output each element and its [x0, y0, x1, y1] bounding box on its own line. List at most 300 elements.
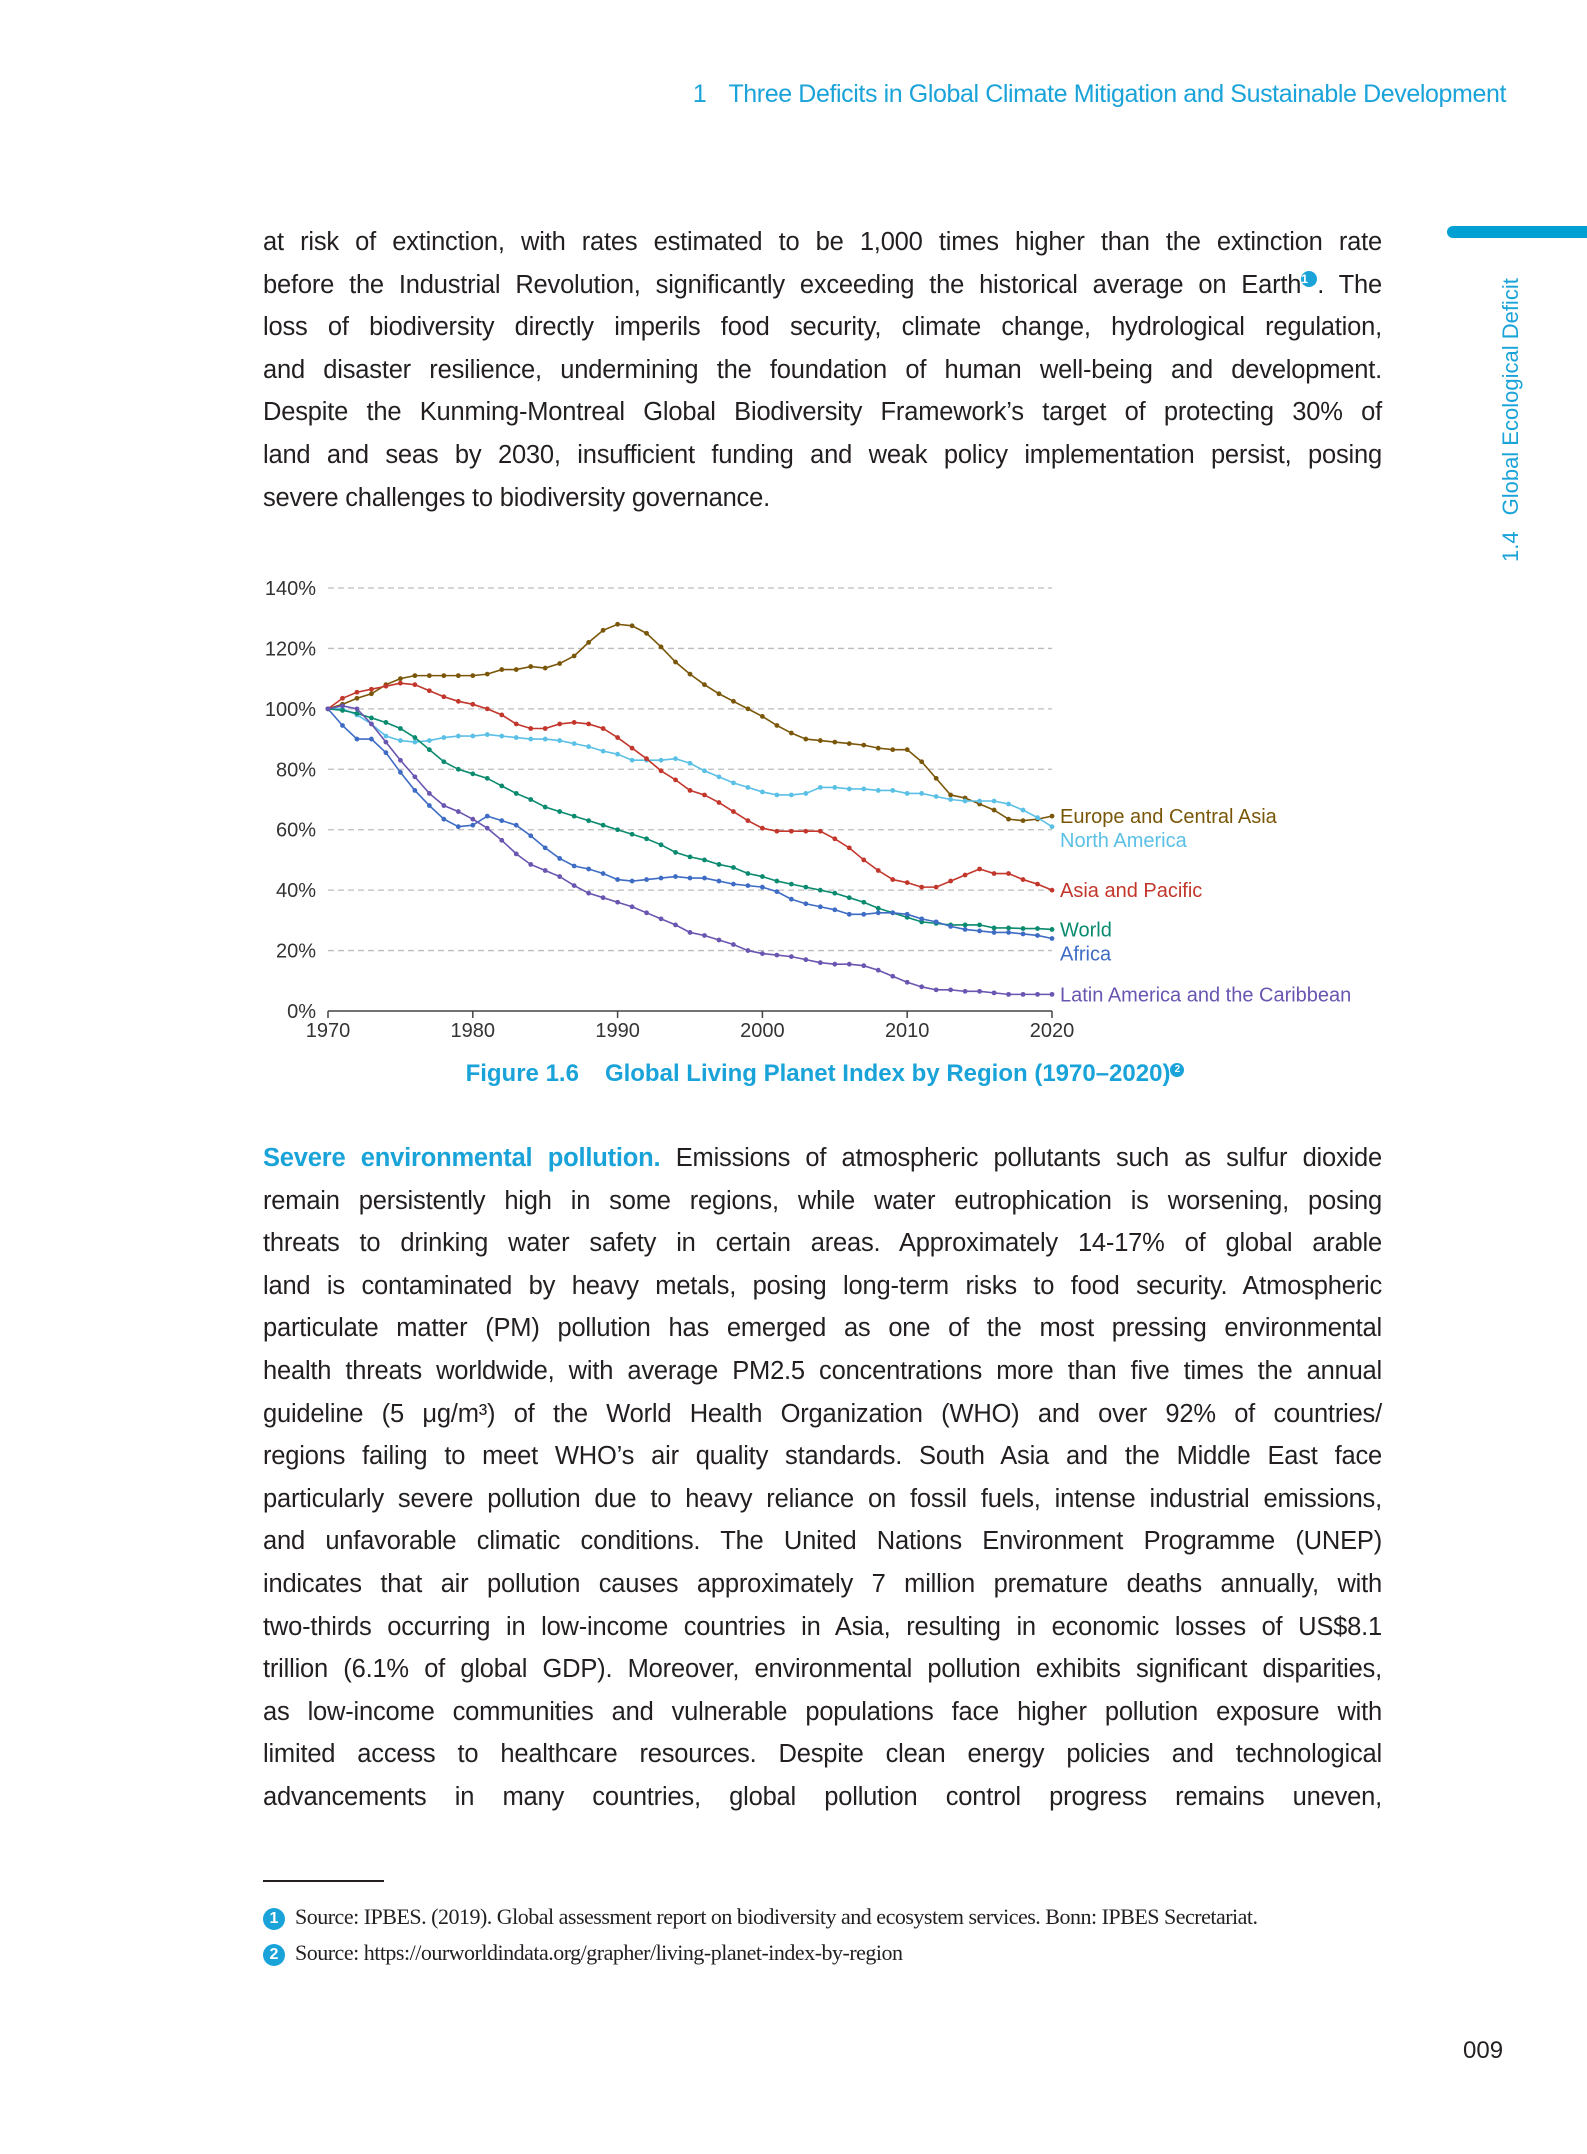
data-point [659, 758, 664, 763]
data-point [543, 845, 548, 850]
data-point [441, 735, 446, 740]
data-point [601, 726, 606, 731]
data-point [847, 912, 852, 917]
text-line: and unfavorable climatic conditions. The United Nations Environment Programme (UNEP) [263, 1527, 1382, 1556]
data-point [572, 814, 577, 819]
data-point [572, 883, 577, 888]
data-point [861, 858, 866, 863]
data-point [992, 930, 997, 935]
data-point [717, 862, 722, 867]
data-point [876, 910, 881, 915]
data-point [499, 784, 504, 789]
data-point [746, 871, 751, 876]
data-point [543, 726, 548, 731]
data-point [832, 891, 837, 896]
data-point [803, 901, 808, 906]
data-point [702, 876, 707, 881]
data-point [355, 737, 360, 742]
data-point [369, 716, 374, 721]
data-point [441, 803, 446, 808]
data-point [615, 827, 620, 832]
data-point [630, 758, 635, 763]
data-point [528, 862, 533, 867]
data-point [369, 737, 374, 742]
data-point [572, 741, 577, 746]
data-point [803, 829, 808, 834]
series-line [328, 709, 1052, 827]
series-label: Europe and Central Asia [1060, 806, 1277, 829]
data-point [1006, 871, 1011, 876]
y-tick-label: 80% [275, 759, 316, 782]
data-point [774, 829, 779, 834]
text-line: particulate matter (PM) pollution has emerged as one of the most pressing environmental [263, 1314, 1382, 1343]
data-point [412, 788, 417, 793]
data-point [644, 910, 649, 915]
data-point [557, 874, 562, 879]
data-point [1021, 926, 1026, 931]
page-number: 009 [1463, 2037, 1504, 2064]
data-point [441, 673, 446, 678]
data-point [746, 818, 751, 823]
data-point [760, 874, 765, 879]
data-point [470, 823, 475, 828]
data-point [760, 885, 765, 890]
data-point [586, 640, 591, 645]
data-point [644, 756, 649, 761]
text-line: as low-income communities and vulnerable populations face higher pollution exposure with [263, 1697, 1382, 1726]
data-point [485, 732, 490, 737]
data-point [470, 817, 475, 822]
data-point [847, 845, 852, 850]
data-point [456, 824, 461, 829]
data-point [456, 699, 461, 704]
data-point [601, 749, 606, 754]
data-point [963, 873, 968, 878]
data-point [398, 758, 403, 763]
data-point [572, 720, 577, 725]
series-label: North America [1060, 830, 1187, 853]
series-north-america [326, 706, 1188, 852]
text-line: threats to drinking water safety in certain areas. Approximately 14-17% of global arable [263, 1229, 1382, 1258]
data-point [499, 818, 504, 823]
data-point [427, 747, 432, 752]
x-tick-label: 1990 [595, 1020, 640, 1042]
data-point [702, 858, 707, 863]
data-point [586, 867, 591, 872]
data-point [514, 667, 519, 672]
data-point [992, 808, 997, 813]
data-point [485, 672, 490, 677]
figure-number: Figure 1.6 [465, 1060, 579, 1087]
data-point [890, 877, 895, 882]
data-point [384, 720, 389, 725]
data-point [1006, 992, 1011, 997]
data-point [905, 880, 910, 885]
data-point [1050, 824, 1055, 829]
text-line: two-thirds occurring in low-income countries in Asia, resulting in economic losses of US$8.1 [263, 1612, 1382, 1641]
data-point [717, 774, 722, 779]
data-point [557, 661, 562, 666]
data-point [644, 877, 649, 882]
data-point [1021, 992, 1026, 997]
data-point [702, 682, 707, 687]
data-point [427, 738, 432, 743]
data-point [398, 726, 403, 731]
data-point [398, 738, 403, 743]
data-point [1035, 926, 1040, 931]
paragraph-lead: Severe environmental pollution. [263, 1144, 661, 1172]
data-point [977, 929, 982, 934]
data-point [557, 809, 562, 814]
data-point [746, 785, 751, 790]
x-tick-label: 2010 [884, 1020, 930, 1042]
data-point [847, 962, 852, 967]
data-point [384, 750, 389, 755]
text-line: particularly severe pollution due to heavy reliance on fossil fuels, intense industrial emissions, [263, 1484, 1382, 1513]
figure-caption [0, 1060, 1587, 1088]
data-point [934, 987, 939, 992]
data-point [572, 864, 577, 869]
data-point [746, 883, 751, 888]
data-point [688, 672, 693, 677]
data-point [934, 776, 939, 781]
data-point [499, 667, 504, 672]
series-latin-america-and-the-caribbean [326, 703, 1352, 1006]
x-tick-label: 1980 [450, 1020, 496, 1042]
footnote-2 [263, 1940, 903, 1966]
data-point [398, 770, 403, 775]
data-point [905, 912, 910, 917]
series-line [328, 709, 1052, 939]
data-point [803, 885, 808, 890]
footnote-badge: 1 [263, 1908, 285, 1930]
source-link[interactable]: Source: https://ourworldindata.org/grapher/living-planet-index-by-region [295, 1940, 903, 1965]
data-point [774, 879, 779, 884]
data-point [818, 960, 823, 965]
data-point [688, 876, 693, 881]
data-point [948, 793, 953, 798]
data-point [543, 868, 548, 873]
data-point [659, 842, 664, 847]
data-point [731, 699, 736, 704]
text-line: guideline (5 μg/m³) of the World Health Organization (WHO) and over 92% of countries/ [263, 1399, 1382, 1428]
x-tick-label: 2020 [1029, 1020, 1075, 1042]
data-point [876, 906, 881, 911]
data-point [601, 823, 606, 828]
data-point [630, 832, 635, 837]
data-point [760, 951, 765, 956]
data-point [528, 726, 533, 731]
data-point [615, 752, 620, 757]
data-point [470, 673, 475, 678]
data-point [1035, 882, 1040, 887]
chapter-title: Three Deficits in Global Climate Mitigation and Sustainable Development [728, 80, 1506, 108]
y-tick-label: 120% [264, 638, 316, 661]
data-point [818, 904, 823, 909]
data-point [340, 723, 345, 728]
living-planet-index-chart [250, 560, 1450, 1060]
data-point [340, 696, 345, 701]
data-point [528, 833, 533, 838]
data-point [731, 780, 736, 785]
data-point [1006, 817, 1011, 822]
data-point [557, 722, 562, 727]
data-point [1035, 815, 1040, 820]
data-point [963, 989, 968, 994]
data-point [992, 990, 997, 995]
data-point [789, 897, 794, 902]
data-point [630, 746, 635, 751]
x-tick-label: 2000 [740, 1020, 785, 1042]
data-point [384, 734, 389, 739]
data-point [586, 744, 591, 749]
data-point [832, 907, 837, 912]
data-point [427, 688, 432, 693]
data-point [673, 756, 678, 761]
footnote-ref-2[interactable]: 2 [1170, 1063, 1184, 1077]
data-point [789, 829, 794, 834]
data-point [630, 879, 635, 884]
data-point [731, 882, 736, 887]
data-point [1050, 888, 1055, 893]
data-point [963, 799, 968, 804]
series-label: Africa [1060, 943, 1112, 966]
data-point [861, 963, 866, 968]
data-point [861, 743, 866, 748]
footnote-ref-1[interactable]: 1 [1301, 271, 1317, 287]
data-point [586, 818, 591, 823]
data-point [818, 829, 823, 834]
data-point [615, 877, 620, 882]
data-point [948, 924, 953, 929]
data-point [832, 836, 837, 841]
y-tick-label: 60% [275, 819, 316, 842]
data-point [485, 706, 490, 711]
data-point [890, 788, 895, 793]
data-point [789, 954, 794, 959]
data-point [847, 895, 852, 900]
data-point [456, 809, 461, 814]
data-point [1021, 932, 1026, 937]
figure-title: Global Living Planet Index by Region (1970–2020) [604, 1060, 1171, 1087]
data-point [890, 747, 895, 752]
footnote-badge: 2 [263, 1944, 285, 1966]
text-line: loss of biodiversity directly imperils food security, climate change, hydrological regulation, [263, 313, 1382, 342]
data-point [905, 747, 910, 752]
y-tick-label: 0% [287, 1001, 316, 1023]
data-point [601, 895, 606, 900]
data-point [514, 735, 519, 740]
data-point [992, 871, 997, 876]
data-point [528, 797, 533, 802]
series-world [326, 706, 1112, 941]
data-point [630, 623, 635, 628]
data-point [384, 740, 389, 745]
data-point [615, 900, 620, 905]
data-point [992, 926, 997, 931]
text-line: and disaster resilience, undermining the foundation of human well-being and development. [263, 355, 1382, 384]
data-point [977, 799, 982, 804]
data-point [760, 714, 765, 719]
data-point [861, 787, 866, 792]
text-line: indicates that air pollution causes approximately 7 million premature deaths annually, with [263, 1569, 1382, 1598]
data-point [528, 737, 533, 742]
data-point [514, 823, 519, 828]
series-label: Latin America and the Caribbean [1060, 984, 1352, 1007]
text-line: trillion (6.1% of global GDP). Moreover, environmental pollution exhibits significant disparities, [263, 1655, 1382, 1684]
series-label: World [1060, 919, 1112, 942]
data-point [441, 694, 446, 699]
data-point [977, 922, 982, 927]
data-point [746, 706, 751, 711]
data-point [876, 968, 881, 973]
data-point [717, 879, 722, 884]
data-point [876, 868, 881, 873]
data-point [673, 660, 678, 665]
data-point [818, 888, 823, 893]
text-line: Severe environmental pollution. Emissions of atmospheric pollutants such as sulfur dioxide [263, 1144, 1382, 1172]
data-point [1050, 927, 1055, 932]
data-point [355, 706, 360, 711]
data-point [731, 942, 736, 947]
data-point [934, 919, 939, 924]
data-point [789, 731, 794, 736]
series-europe-and-central-asia [326, 622, 1278, 828]
data-point [803, 957, 808, 962]
data-point [369, 691, 374, 696]
data-point [876, 746, 881, 751]
x-tick-label: 1970 [305, 1020, 351, 1042]
data-point [528, 664, 533, 669]
series-label: Asia and Pacific [1060, 880, 1203, 903]
data-point [456, 673, 461, 678]
data-point [1006, 926, 1011, 931]
text-line: severe challenges to biodiversity governance. [263, 483, 770, 512]
data-point [673, 777, 678, 782]
data-point [412, 774, 417, 779]
data-point [746, 948, 751, 953]
data-point [847, 787, 852, 792]
data-point [470, 702, 475, 707]
data-point [774, 953, 779, 958]
data-point [543, 666, 548, 671]
data-point [818, 738, 823, 743]
data-point [543, 737, 548, 742]
data-point [485, 826, 490, 831]
data-point [861, 900, 866, 905]
data-point [673, 850, 678, 855]
data-point [427, 673, 432, 678]
data-point [615, 735, 620, 740]
data-point [717, 800, 722, 805]
data-point [977, 867, 982, 872]
data-point [586, 722, 591, 727]
data-point [876, 788, 881, 793]
data-point [485, 814, 490, 819]
data-point [601, 628, 606, 633]
data-point [427, 791, 432, 796]
data-point [1006, 930, 1011, 935]
data-point [601, 871, 606, 876]
data-point [340, 703, 345, 708]
data-point [948, 879, 953, 884]
data-point [557, 856, 562, 861]
text-line: regions failing to meet WHO’s air quality standards. South Asia and the Middle East face [263, 1442, 1382, 1471]
data-point [1035, 933, 1040, 938]
data-point [717, 938, 722, 943]
data-point [919, 984, 924, 989]
data-point [702, 768, 707, 773]
section-number: 1.4 [1498, 531, 1523, 562]
text-line: Despite the Kunming-Montreal Global Biodiversity Framework’s target of protecting 30% of [263, 398, 1382, 427]
footnote-1: 1 Source: IPBES. (2019). Global assessment report on biodiversity and ecosystem services. Bonn: IPBES Secretariat. [263, 1904, 1258, 1930]
data-point [1050, 936, 1055, 941]
data-point [905, 980, 910, 985]
section-tab-bar [1447, 226, 1587, 238]
section-tab-label [1498, 278, 1524, 562]
footnote-divider [263, 1880, 384, 1882]
data-point [1021, 877, 1026, 882]
data-point [355, 690, 360, 695]
data-point [369, 687, 374, 692]
data-point [514, 851, 519, 856]
data-point [1006, 802, 1011, 807]
data-point [702, 793, 707, 798]
data-point [427, 803, 432, 808]
text-line: land and seas by 2030, insufficient funding and weak policy implementation persist, posing [263, 440, 1382, 469]
text-line: at risk of extinction, with rates estimated to be 1,000 times higher than the extinction rate [263, 228, 1382, 256]
data-point [398, 676, 403, 681]
data-point [731, 865, 736, 870]
data-point [1021, 808, 1026, 813]
data-point [470, 734, 475, 739]
data-point [977, 989, 982, 994]
data-point [586, 891, 591, 896]
data-point [803, 737, 808, 742]
data-point [456, 767, 461, 772]
running-header [693, 80, 1506, 109]
data-point [543, 805, 548, 810]
data-point [659, 768, 664, 773]
text-line: health threats worldwide, with average PM2.5 concentrations more than five times the annual [263, 1356, 1382, 1385]
data-point [847, 741, 852, 746]
data-point [688, 855, 693, 860]
data-point [789, 793, 794, 798]
data-point [760, 826, 765, 831]
data-point [514, 791, 519, 796]
data-point [774, 793, 779, 798]
data-point [919, 791, 924, 796]
data-point [470, 771, 475, 776]
data-point [615, 622, 620, 627]
data-point [572, 654, 577, 659]
text-line: before the Industrial Revolution, significantly exceeding the historical average on Earth$^1$ . The [263, 270, 1382, 299]
data-point [861, 912, 866, 917]
data-point [441, 759, 446, 764]
data-point [832, 740, 837, 745]
data-point [499, 713, 504, 718]
paragraph-pollution [263, 1137, 1382, 1819]
data-point [1035, 992, 1040, 997]
data-point [688, 761, 693, 766]
data-point [659, 916, 664, 921]
y-tick-label: 40% [275, 880, 316, 903]
data-point [890, 910, 895, 915]
data-point [774, 889, 779, 894]
data-point [412, 740, 417, 745]
data-point [673, 922, 678, 927]
data-point [731, 809, 736, 814]
